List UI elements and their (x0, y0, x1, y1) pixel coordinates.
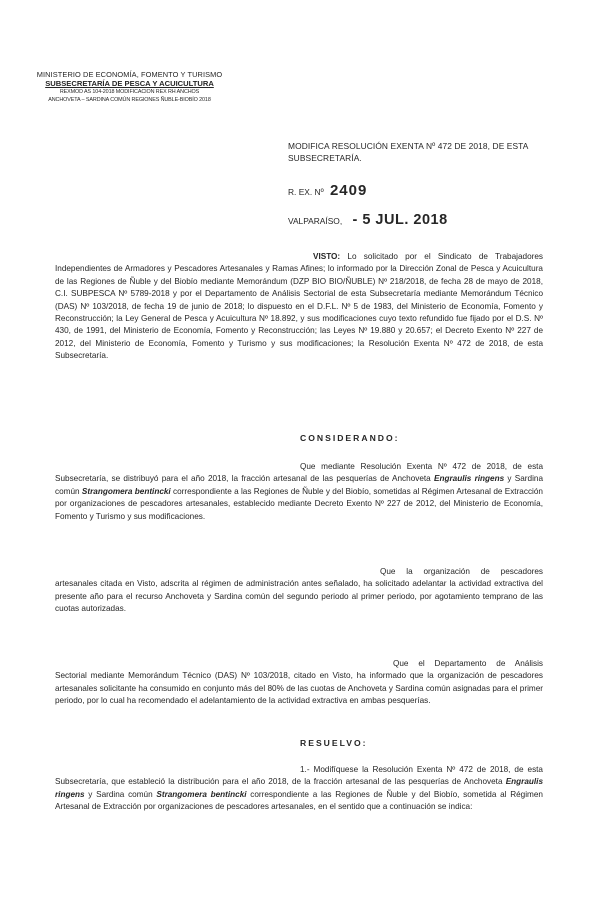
species-name: Strangomera bentincki (156, 789, 247, 799)
resolution-number-value: 2409 (329, 182, 368, 199)
resuelvo-heading: RESUELVO: (300, 738, 368, 748)
resolution-label: R. EX. Nº (288, 187, 324, 197)
document-subject: MODIFICA RESOLUCIÓN EXENTA Nº 472 DE 2018, DE ESTA SUBSECRETARÍA. (288, 141, 528, 163)
undersecretariat-name: SUBSECRETARÍA DE PESCA Y ACUICULTURA (45, 79, 214, 88)
species-name: Strangomera bentincki (81, 486, 171, 496)
place-date (288, 212, 448, 228)
considerando-paragraph-2: Que la organización de pescadores artesanales citada en Visto, adscrita al régimen de administración antes señalado, ha solicitado adelantar la actividad extractiva del presente año para el recurso Anchoveta y Sardina común del segundo periodo al primer periodo, por agotamiento temprano de las cuotas autorizadas. (55, 567, 543, 614)
resuelvo-paragraph-1: 1.- Modifíquese la Resolución Exenta Nº 472 de 2018, de esta Subsecretaría, que estableció la distribución para el año 2018, de la fracción artesanal de las pesquerías de Anchoveta Engraulis ringens y Sardina común Strangomera bentincki correspondiente a las Regiones de Ñuble y del Biobío, sometida al Régimen Artesanal de Extracción por organizaciones de pescadores artesanales, en el sentido que a continuación se indica: (55, 765, 543, 812)
date-stamp: - 5 JUL. 2018 (352, 212, 448, 228)
visto-text: Lo solicitado por el Sindicato de Trabajadores Independientes de Armadores y Pescadores Artesanales y Ramas Afines; lo informado por la Dirección Zonal de Pesca y Acuicultura de las Regiones de Ñuble y del Biobío mediante Memorándum (DZP BIO BIO/ÑUBLE) Nº 218/2018, de fecha 28 de mayo de 2018, C.I. SUBPESCA Nº 5789-2018 y por el Departamento de Análisis Sectorial de esta Subsecretaría mediante Memorándum Técnico (DAS) Nº 103/2018, de fecha 19 de junio de 2018; lo dispuesto en el D.F.L. Nº 5 de 1983, del Ministerio de Economía, Fomento y Reconstrucción; la Ley General de Pesca y Acuicultura Nº 18.892, y sus modificaciones cuyo texto refundido fue fijado por el D.S. Nº 430, de 1991, del Ministerio de Economía, Fomento y Reconstrucción; las Leyes Nº 19.880 y 20.657; el Decreto Exento Nº 227 de 2012, del Ministerio de Economía, Fomento y Turismo y sus modificaciones; la Resolución Exenta Nº 472 de 2018, de esta Subsecretaría. (55, 252, 543, 361)
considerando-paragraph-1: Que mediante Resolución Exenta Nº 472 de 2018, de esta Subsecretaría, se distribuyó para el año 2018, la fracción artesanal de las pesquerías de Anchoveta Engraulis ringens y Sardina común Strangomera bentincki correspondiente a las Regiones de Ñuble y del Biobío, sometidas al Régimen Artesanal de Extracción por organizaciones de pescadores artesanales, establecido mediante Decreto Exento Nº 227 de 2012, del Ministerio de Economía, Fomento y Turismo y sus modificaciones. (55, 462, 544, 521)
letterhead (22, 70, 237, 104)
ministry-name: MINISTERIO DE ECONOMÍA, FOMENTO Y TURISMO (36, 70, 223, 79)
reference-line-1: REXMOD AS 104-2018 MODIFICACION REX RH ANCHOS (59, 89, 200, 95)
visto-paragraph (55, 251, 543, 363)
visto-label: VISTO: (313, 252, 341, 261)
considerando-paragraph-3: Que el Departamento de Análisis Sectorial mediante Memorándum Técnico (DAS) Nº 103/2018, citado en Visto, ha informado que la organización de pescadores artesanales solicitante ha consumido en conjunto más del 80% de las cuotas de Anchoveta y Sardina común asignadas para el primer periodo, por lo cual ha recomendado el adelantamiento de la actividad extractiva en ambas pesquerías. (55, 659, 543, 706)
reference-line-2: ANCHOVETA – SARDINA COMÚN REGIONES ÑUBLE-BIOBÍO 2018 (48, 96, 211, 103)
resolution-number (288, 182, 367, 199)
species-name: Engraulis ringens (55, 777, 543, 799)
considerando-heading: CONSIDERANDO: (300, 433, 400, 443)
species-name: Engraulis ringens (434, 474, 505, 484)
place: VALPARAÍSO, (288, 216, 343, 226)
